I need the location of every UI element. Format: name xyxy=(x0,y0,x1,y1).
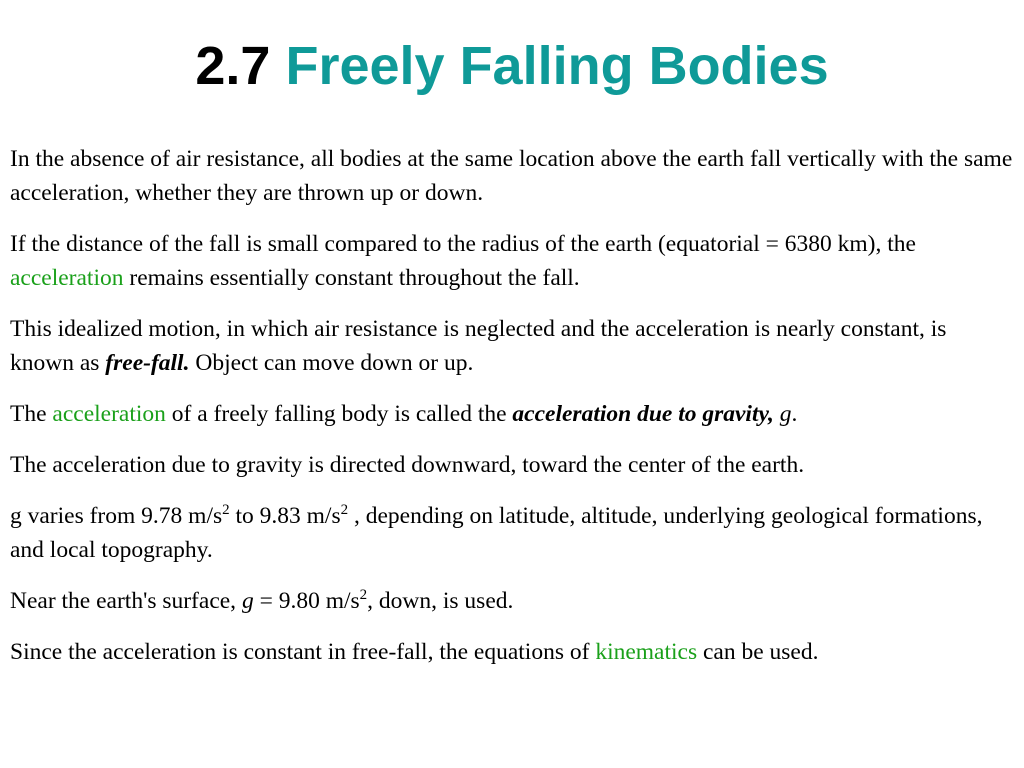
text-segment: Object can move down or up. xyxy=(189,350,474,376)
g-symbol: g xyxy=(779,401,792,427)
section-number: 2.7 xyxy=(195,36,271,96)
text-segment: can be used. xyxy=(697,639,819,665)
text-segment: remains essentially constant throughout the fall. xyxy=(123,265,580,291)
acceleration-link[interactable]: acceleration xyxy=(10,265,124,291)
text-segment: g varies from 9.78 m/s xyxy=(10,503,223,529)
slide-title xyxy=(0,28,1024,104)
paragraph-text: In the absence of air resistance, all bodies at the same location above the earth fall vertically with the same acceleration, whether they are thrown up or down. xyxy=(10,146,1013,206)
superscript-2: 2 xyxy=(359,587,368,603)
paragraph-distance-of-fall xyxy=(10,227,1014,295)
gravity-term: acceleration due to gravity, xyxy=(512,401,774,427)
text-segment: = 9.80 m/s xyxy=(253,588,360,614)
paragraph-gravity-direction xyxy=(10,448,1014,482)
paragraph-near-earth-surface xyxy=(10,584,1014,618)
paragraph-g-variation xyxy=(10,499,1014,567)
text-segment: Near the earth's surface, xyxy=(10,588,242,614)
text-segment: to 9.83 m/s xyxy=(229,503,341,529)
text-segment: If the distance of the fall is small compared to the radius of the earth (equatorial = 6380 km), the xyxy=(10,231,916,257)
text-segment: The xyxy=(10,401,53,427)
text-segment: Since the acceleration is constant in free-fall, the equations of xyxy=(10,639,596,665)
slide-body xyxy=(10,142,1014,686)
kinematics-link[interactable]: kinematics xyxy=(595,639,698,665)
text-segment: of a freely falling body is called the xyxy=(165,401,513,427)
superscript-2: 2 xyxy=(340,502,349,518)
text-segment: . xyxy=(791,401,798,427)
free-fall-term: free-fall. xyxy=(105,350,190,376)
text-segment: , depending on latitude, altitude, underlying geological formations, and local topography. xyxy=(10,503,983,563)
paragraph-acceleration-due-to-gravity xyxy=(10,397,1014,431)
superscript-2: 2 xyxy=(222,502,230,518)
acceleration-link[interactable]: acceleration xyxy=(52,401,166,427)
paragraph-kinematics xyxy=(10,635,1014,669)
text-segment: This idealized motion, in which air resistance is neglected and the acceleration is nearly constant, is known as xyxy=(10,316,947,376)
g-symbol: g xyxy=(241,588,254,614)
paragraph-free-fall-definition xyxy=(10,312,1014,380)
paragraph-absence-of-air-resistance xyxy=(10,142,1014,210)
title-text: Freely Falling Bodies xyxy=(285,36,829,96)
text-segment: , down, is used. xyxy=(367,588,514,614)
paragraph-text: The acceleration due to gravity is directed downward, toward the center of the earth. xyxy=(10,452,805,478)
